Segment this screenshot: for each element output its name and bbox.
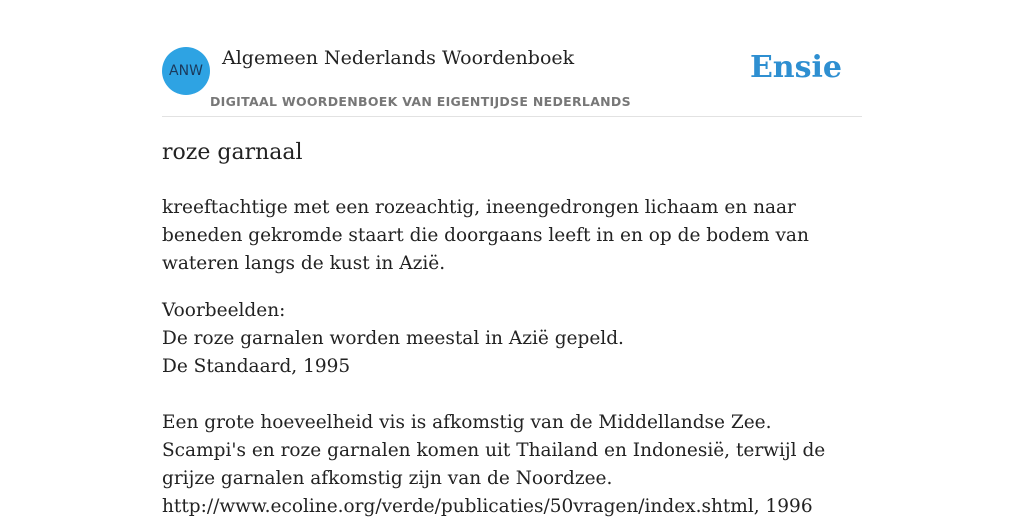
site-title[interactable]: Algemeen Nederlands Woordenboek (222, 47, 575, 69)
entry-definition: kreeftachtige met een rozeachtig, ineengedrongen lichaam en naar beneden gekromde staart die doorgaans leeft in en op de bodem van wateren langs de kust in Azië. (162, 197, 809, 274)
anw-logo[interactable]: ANW (162, 47, 210, 95)
ensie-logo-link[interactable]: Ensie (749, 50, 842, 85)
example-text: Een grote hoeveelheid vis is afkomstig van de Middellandse Zee. Scampi's en roze garnalen komen uit Thailand en Indonesië, terwijl de grijze garnalen afkomstig zijn van de Noordzee. (162, 412, 826, 489)
example-text: De roze garnalen worden meestal in Azië gepeld. (162, 328, 624, 349)
site-subtitle: DIGITAAL WOORDENBOEK VAN EIGENTIJDSE NEDERLANDS (210, 94, 631, 109)
entry-content (162, 194, 842, 521)
example-source-link[interactable]: http://www.ecoline.org/verde/publicaties/50vragen/index.shtml, 1996 (162, 496, 813, 517)
examples-label: Voorbeelden: (162, 300, 286, 321)
site-header (162, 44, 862, 117)
entry-headword: roze garnaal (162, 140, 303, 165)
example-source: De Standaard, 1995 (162, 356, 351, 377)
example-spacer (162, 381, 842, 409)
